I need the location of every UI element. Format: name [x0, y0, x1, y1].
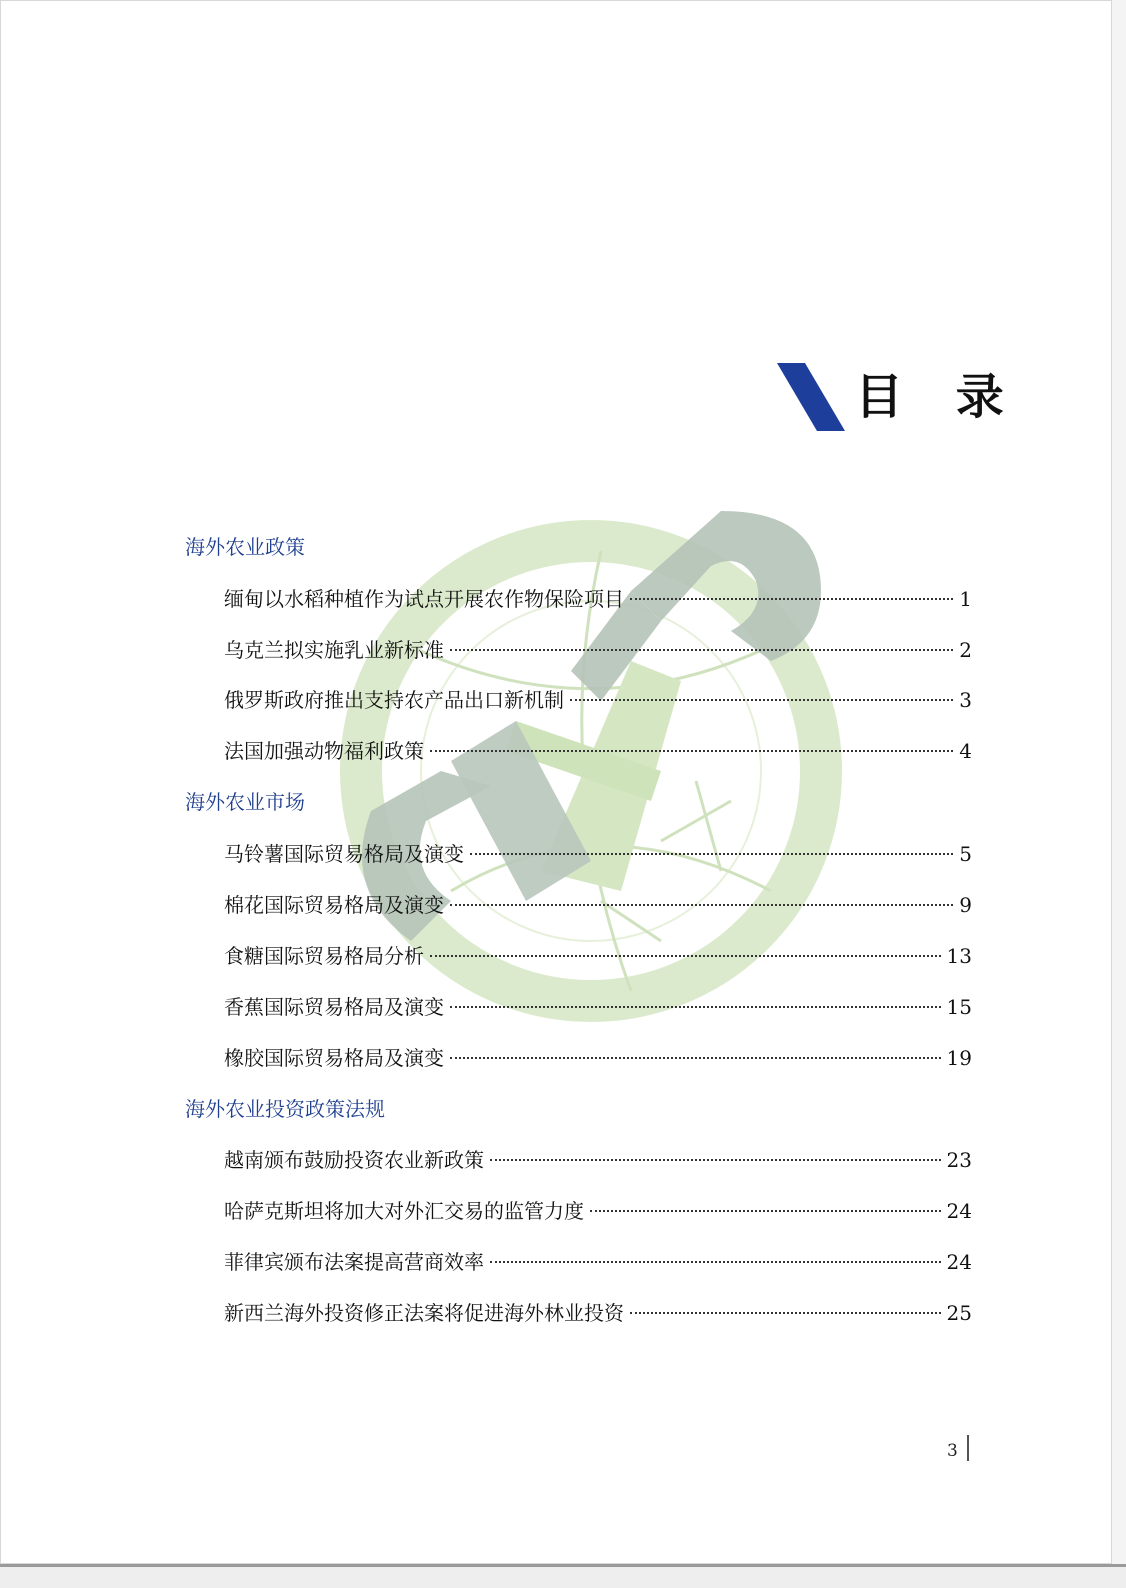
toc-entry-page: 4	[959, 739, 972, 763]
toc-entry-page: 2	[959, 638, 972, 662]
toc-entry[interactable]	[224, 685, 972, 715]
dot-leader	[570, 699, 953, 701]
dot-leader	[590, 1210, 941, 1212]
section-heading[interactable]: 海外农业投资政策法规	[185, 1097, 385, 1121]
page-title: 目 录	[855, 369, 1022, 425]
viewer-right-margin	[1112, 0, 1126, 1564]
toc-entry-page: 24	[946, 1199, 972, 1223]
toc-entry[interactable]	[224, 1247, 972, 1277]
toc-entry[interactable]	[224, 1298, 972, 1328]
toc-entry[interactable]	[224, 1043, 972, 1073]
toc-entry[interactable]	[224, 736, 972, 766]
section-heading[interactable]: 海外农业政策	[185, 535, 305, 559]
toc-entry-title: 香蕉国际贸易格局及演变	[224, 995, 444, 1019]
toc-entry[interactable]	[224, 839, 972, 869]
page-number-rule	[967, 1435, 969, 1461]
toc-title-block	[777, 363, 1022, 431]
toc-entry-page: 13	[946, 944, 972, 968]
dot-leader	[450, 1057, 941, 1059]
toc-entry-title: 马铃薯国际贸易格局及演变	[224, 842, 464, 866]
dot-leader	[450, 904, 953, 906]
toc-entry-page: 9	[959, 893, 972, 917]
dot-leader	[450, 1006, 941, 1008]
toc-entry[interactable]	[224, 890, 972, 920]
toc-entry-title: 乌克兰拟实施乳业新标准	[224, 638, 444, 662]
toc-entry-page: 24	[946, 1250, 972, 1274]
dot-leader	[630, 598, 953, 600]
dot-leader	[470, 853, 953, 855]
dot-leader	[490, 1261, 941, 1263]
dot-leader	[630, 1312, 941, 1314]
toc-entry[interactable]	[224, 992, 972, 1022]
toc-entry-page: 25	[946, 1301, 972, 1325]
toc-entry-page: 23	[946, 1148, 972, 1172]
toc-entry-title: 法国加强动物福利政策	[224, 739, 424, 763]
toc-entry-title: 越南颁布鼓励投资农业新政策	[224, 1148, 484, 1172]
toc-entry[interactable]	[224, 635, 972, 665]
toc-entry-page: 1	[959, 587, 972, 611]
toc-entry[interactable]	[224, 1196, 972, 1226]
title-parallelogram-icon	[777, 363, 845, 431]
page-number: 3	[947, 1441, 958, 1461]
toc-entry-title: 棉花国际贸易格局及演变	[224, 893, 444, 917]
dot-leader	[430, 750, 953, 752]
toc-entry-page: 19	[946, 1046, 972, 1070]
toc-entry-page: 15	[946, 995, 972, 1019]
section-heading[interactable]: 海外农业市场	[185, 790, 305, 814]
toc-entry-title: 缅甸以水稻种植作为试点开展农作物保险项目	[224, 587, 624, 611]
toc-entry[interactable]	[224, 584, 972, 614]
viewer-bottom-margin	[0, 1564, 1126, 1588]
toc-entry-title: 俄罗斯政府推出支持农产品出口新机制	[224, 688, 564, 712]
toc-entry-title: 新西兰海外投资修正法案将促进海外林业投资	[224, 1301, 624, 1325]
dot-leader	[430, 955, 941, 957]
toc-entry-title: 哈萨克斯坦将加大对外汇交易的监管力度	[224, 1199, 584, 1223]
toc-entry[interactable]	[224, 1145, 972, 1175]
toc-entry-title: 食糖国际贸易格局分析	[224, 944, 424, 968]
dot-leader	[490, 1159, 941, 1161]
toc-entry-page: 3	[959, 688, 972, 712]
toc-entry-title: 橡胶国际贸易格局及演变	[224, 1046, 444, 1070]
dot-leader	[450, 649, 953, 651]
toc-entry-title: 菲律宾颁布法案提高营商效率	[224, 1250, 484, 1274]
toc-entry-page: 5	[959, 842, 972, 866]
toc-entry[interactable]	[224, 941, 972, 971]
